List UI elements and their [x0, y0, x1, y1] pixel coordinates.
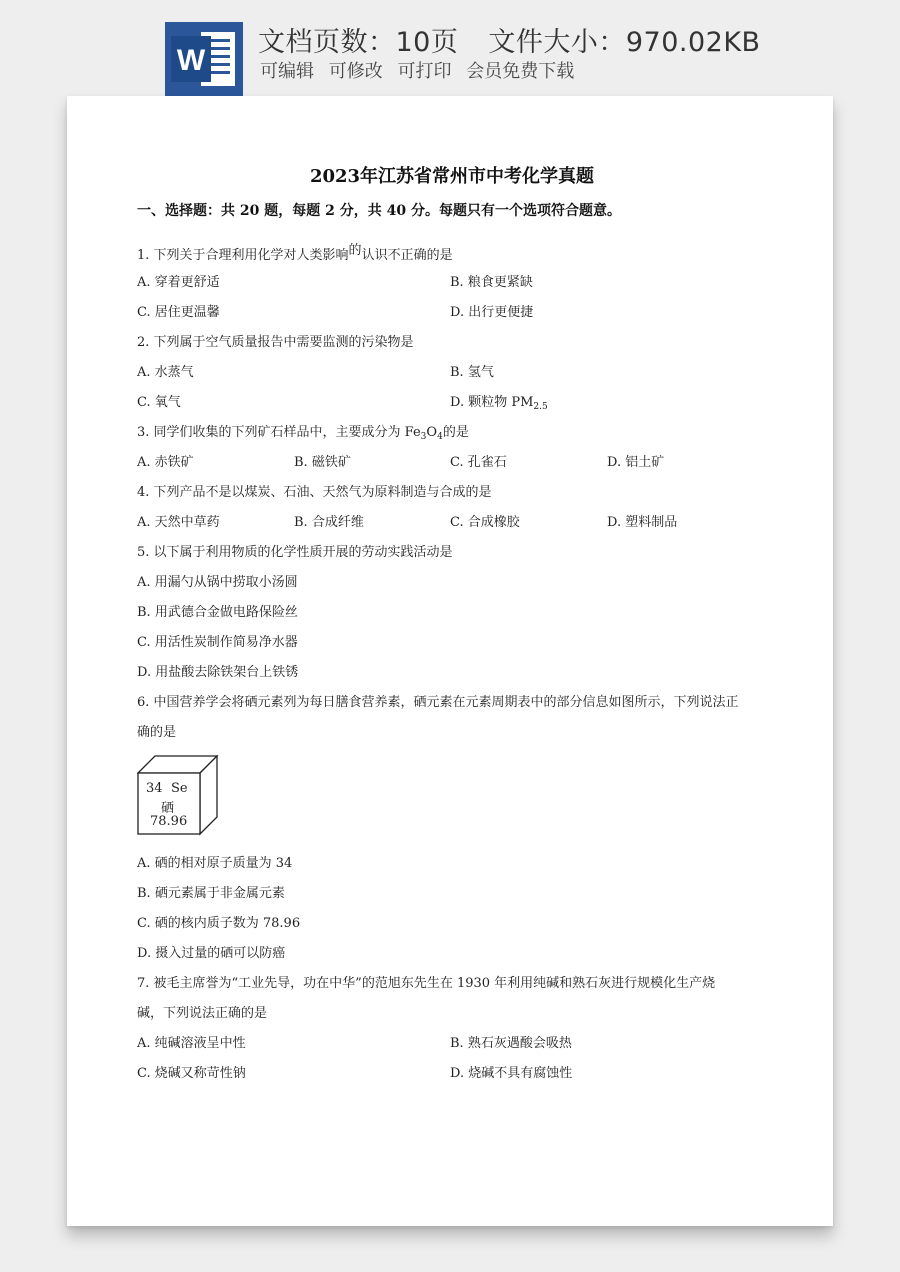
element-atomic-mass: 78.96	[150, 814, 188, 829]
question-1-option-b: B. 粮食更紧缺	[450, 275, 533, 290]
question-2-option-a: A. 水蒸气	[137, 365, 194, 380]
document-page	[67, 96, 833, 1226]
question-6-option-d: D. 摄入过量的硒可以防癌	[137, 946, 286, 961]
element-name: 硒	[161, 801, 175, 816]
section-heading: 一、选择题：共 20 题，每题 2 分，共 40 分。每题只有一个选项符合题意。	[137, 203, 621, 219]
question-6-option-a: A. 硒的相对原子质量为 34	[137, 856, 293, 871]
question-1-option-a: A. 穿着更舒适	[137, 275, 220, 290]
question-3-stem-part1: 3. 同学们收集的下列矿石样品中，主要成分为 Fe	[137, 425, 421, 440]
document-title: 2023年江苏省常州市中考化学真题	[309, 166, 595, 187]
feature-printable: 可打印	[397, 61, 452, 82]
page-count: 文档页数：10页	[258, 27, 459, 58]
question-4-stem: 4. 下列产品不是以煤炭、石油、天然气为原料制造与合成的是	[137, 485, 492, 500]
question-1-stem-raised: 的	[348, 243, 362, 258]
svg-text:W: W	[176, 44, 206, 77]
question-6-option-b: B. 硒元素属于非金属元素	[137, 886, 285, 901]
word-document-icon	[165, 22, 243, 96]
question-2-option-c: C. 氧气	[137, 395, 181, 410]
question-1-option-c: C. 居住更温馨	[137, 305, 220, 320]
question-6-option-c: C. 硒的核内质子数为 78.96	[137, 916, 301, 931]
download-banner	[0, 0, 900, 96]
question-3-option-c: C. 孔雀石	[450, 455, 507, 470]
question-3-stem	[137, 421, 469, 440]
question-7-option-a: A. 纯碱溶液呈中性	[137, 1036, 246, 1051]
question-3-stem-part2: 的是	[442, 425, 469, 440]
question-2-option-d-text: D. 颗粒物 PM	[450, 395, 534, 410]
question-1-stem	[137, 239, 453, 263]
feature-modifiable: 可修改	[328, 61, 383, 82]
selenium-element-cell	[137, 755, 221, 837]
element-symbol: Se	[171, 781, 188, 796]
question-2-option-b: B. 氢气	[450, 365, 494, 380]
file-info	[258, 20, 761, 59]
question-6-stem-line2: 确的是	[137, 725, 177, 740]
question-7-option-c: C. 烧碱又称苛性钠	[137, 1066, 246, 1081]
question-6-stem-line1: 6. 中国营养学会将硒元素列为每日膳食营养素，硒元素在元素周期表中的部分信息如图所示，下列说法正	[137, 695, 739, 710]
feature-list	[260, 57, 583, 83]
file-size: 文件大小：970.02KB	[488, 27, 761, 58]
question-3-subscript-1: 3	[420, 432, 427, 442]
question-5-option-c: C. 用活性炭制作简易净水器	[137, 635, 298, 650]
question-3-option-d: D. 铝土矿	[607, 455, 665, 470]
question-2-option-d-subscript: 2.5	[533, 402, 548, 412]
question-7-option-b: B. 熟石灰遇酸会吸热	[450, 1036, 572, 1051]
question-5-option-d: D. 用盐酸去除铁架台上铁锈	[137, 665, 299, 680]
question-1-stem-part2: 认识不正确的是	[361, 248, 453, 263]
question-5-option-b: B. 用武德合金做电路保险丝	[137, 605, 298, 620]
question-7-stem-line2: 碱，下列说法正确的是	[137, 1006, 268, 1021]
question-2-option-d	[450, 391, 548, 410]
question-4-option-b: B. 合成纤维	[294, 515, 364, 530]
question-4-option-a: A. 天然中草药	[137, 515, 220, 530]
question-5-option-a: A. 用漏勺从锅中捞取小汤圆	[137, 575, 298, 590]
question-1-stem-part1: 1. 下列关于合理利用化学对人类影响	[137, 248, 349, 263]
question-1-option-d: D. 出行更便捷	[450, 305, 534, 320]
feature-editable: 可编辑	[260, 61, 314, 82]
question-3-option-a: A. 赤铁矿	[137, 455, 194, 470]
question-5-stem: 5. 以下属于利用物质的化学性质开展的劳动实践活动是	[137, 545, 453, 560]
question-4-option-d: D. 塑料制品	[607, 515, 678, 530]
feature-member-download: 会员免费下载	[466, 61, 575, 82]
question-3-option-b: B. 磁铁矿	[294, 455, 351, 470]
question-3-subscript-2: 4	[437, 432, 443, 442]
question-2-stem: 2. 下列属于空气质量报告中需要监测的污染物是	[137, 335, 414, 350]
question-4-option-c: C. 合成橡胶	[450, 515, 520, 530]
element-atomic-number: 34	[146, 781, 163, 796]
question-3-stem-mid: O	[426, 425, 438, 440]
question-7-stem-line1: 7. 被毛主席誉为“工业先导，功在中华”的范旭东先生在 1930 年利用纯碱和熟石灰进行规模化生产烧	[137, 976, 716, 991]
question-7-option-d: D. 烧碱不具有腐蚀性	[450, 1066, 573, 1081]
